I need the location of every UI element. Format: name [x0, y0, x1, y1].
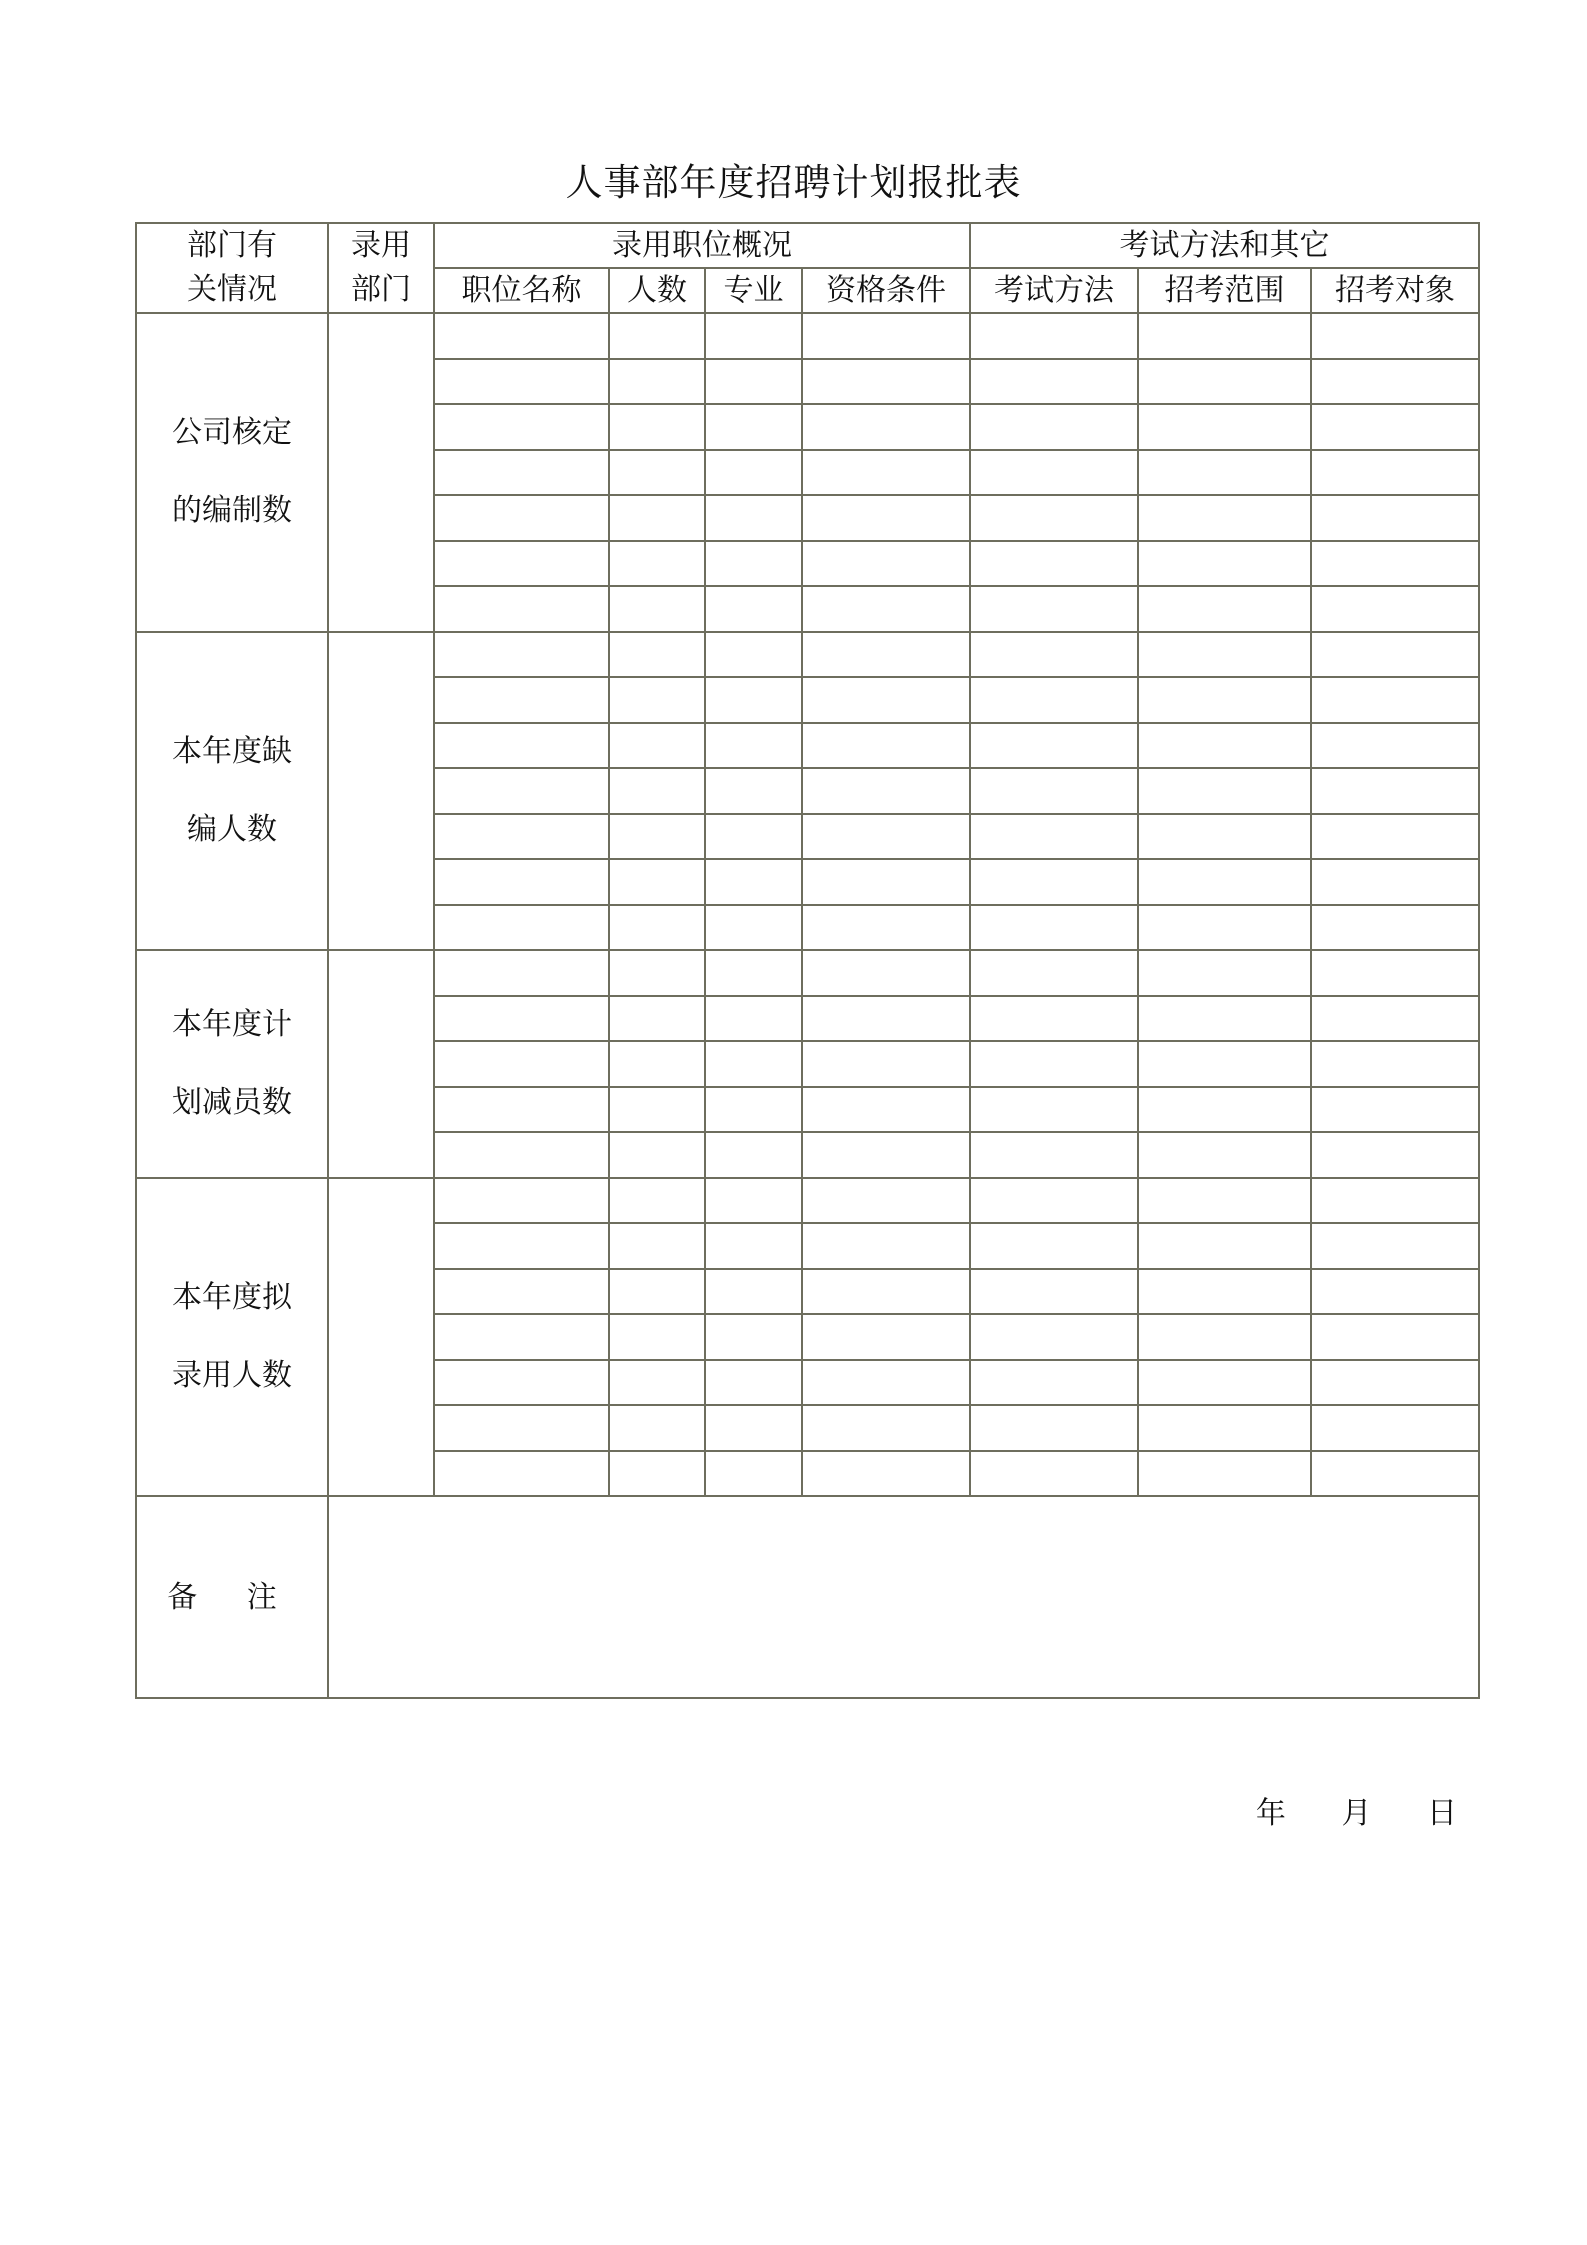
table-cell[interactable] — [434, 996, 609, 1042]
table-cell[interactable] — [1138, 996, 1311, 1042]
table-cell[interactable] — [970, 495, 1138, 541]
table-cell[interactable] — [434, 586, 609, 632]
header-dept-info-line1: 部门有 — [187, 228, 277, 263]
table-cell[interactable] — [970, 586, 1138, 632]
table-cell[interactable] — [705, 1451, 802, 1497]
table-cell[interactable] — [434, 1269, 609, 1315]
table-cell[interactable] — [802, 814, 970, 860]
section-label-line: 本年度计 — [172, 1006, 292, 1042]
section-label-line: 公司核定 — [172, 415, 292, 451]
table-cell[interactable] — [1138, 1178, 1311, 1224]
table-cell[interactable] — [434, 1314, 609, 1360]
section-label-line: 本年度缺 — [172, 733, 292, 769]
table-cell[interactable] — [1311, 996, 1479, 1042]
table-cell[interactable] — [1311, 905, 1479, 951]
table-cell[interactable] — [1311, 950, 1479, 996]
table-cell[interactable] — [609, 1314, 705, 1360]
table-cell[interactable] — [1138, 1360, 1311, 1406]
table-cell[interactable] — [802, 1451, 970, 1497]
section-label-line: 本年度拟 — [172, 1279, 292, 1315]
table-cell[interactable] — [802, 541, 970, 587]
table-cell[interactable] — [1311, 1087, 1479, 1133]
hiring-dept-cell[interactable] — [328, 950, 434, 1178]
table-cell[interactable] — [609, 1223, 705, 1269]
table-cell[interactable] — [705, 450, 802, 496]
table-cell[interactable] — [609, 632, 705, 678]
table-cell[interactable] — [609, 1269, 705, 1315]
table-cell[interactable] — [970, 950, 1138, 996]
table-cell[interactable] — [1311, 1314, 1479, 1360]
table-cell[interactable] — [609, 1132, 705, 1178]
table-row — [136, 313, 1479, 359]
table-cell[interactable] — [434, 1132, 609, 1178]
table-cell[interactable] — [1311, 359, 1479, 405]
table-cell[interactable] — [1138, 313, 1311, 359]
table-cell[interactable] — [705, 950, 802, 996]
table-cell[interactable] — [1138, 359, 1311, 405]
table-cell[interactable] — [705, 359, 802, 405]
header-exam-group: 考试方法和其它 — [970, 223, 1479, 268]
table-cell[interactable] — [1311, 586, 1479, 632]
table-cell[interactable] — [970, 1178, 1138, 1224]
table-cell[interactable] — [1138, 450, 1311, 496]
table-cell[interactable] — [705, 404, 802, 450]
table-cell[interactable] — [609, 1451, 705, 1497]
table-cell[interactable] — [970, 1405, 1138, 1451]
remarks-content-cell[interactable] — [328, 1496, 1479, 1698]
table-cell[interactable] — [970, 313, 1138, 359]
table-cell[interactable] — [705, 723, 802, 769]
table-cell[interactable] — [609, 1041, 705, 1087]
recruitment-plan-table — [135, 222, 1480, 1699]
table-cell[interactable] — [1138, 495, 1311, 541]
header-dept-info — [136, 223, 328, 313]
column-header-headcount: 人数 — [609, 268, 705, 313]
table-cell[interactable] — [1311, 723, 1479, 769]
table-cell[interactable] — [970, 1360, 1138, 1406]
table-cell[interactable] — [434, 1087, 609, 1133]
table-cell[interactable] — [434, 495, 609, 541]
table-cell[interactable] — [609, 677, 705, 723]
table-cell[interactable] — [1138, 814, 1311, 860]
remarks-label: 备 注 — [136, 1496, 328, 1698]
table-cell[interactable] — [609, 495, 705, 541]
table-cell[interactable] — [1138, 1451, 1311, 1497]
table-cell[interactable] — [434, 768, 609, 814]
section-label-line: 录用人数 — [172, 1357, 292, 1393]
table-cell[interactable] — [970, 632, 1138, 678]
table-cell[interactable] — [1311, 1405, 1479, 1451]
table-cell[interactable] — [434, 632, 609, 678]
table-cell[interactable] — [1138, 1405, 1311, 1451]
table-cell[interactable] — [434, 1405, 609, 1451]
table-cell[interactable] — [705, 996, 802, 1042]
table-cell[interactable] — [609, 1360, 705, 1406]
date-year-label: 年 — [1255, 1796, 1286, 1831]
table-cell[interactable] — [434, 1360, 609, 1406]
table-cell[interactable] — [1311, 1132, 1479, 1178]
table-cell[interactable] — [705, 313, 802, 359]
table-cell[interactable] — [434, 359, 609, 405]
table-cell[interactable] — [705, 1314, 802, 1360]
column-header-exam-method: 考试方法 — [970, 268, 1138, 313]
section-label-line: 划减员数 — [172, 1084, 292, 1120]
table-cell[interactable] — [705, 859, 802, 905]
table-cell[interactable] — [1138, 404, 1311, 450]
table-cell[interactable] — [1311, 1223, 1479, 1269]
table-cell[interactable] — [1311, 768, 1479, 814]
column-header-exam-target: 招考对象 — [1311, 268, 1479, 313]
header-position-overview: 录用职位概况 — [434, 223, 970, 268]
table-cell[interactable] — [609, 359, 705, 405]
table-cell[interactable] — [970, 1087, 1138, 1133]
table-cell[interactable] — [609, 996, 705, 1042]
hiring-dept-cell[interactable] — [328, 1178, 434, 1497]
table-cell[interactable] — [970, 1132, 1138, 1178]
table-cell[interactable] — [1138, 1314, 1311, 1360]
table-cell[interactable] — [970, 768, 1138, 814]
table-cell[interactable] — [434, 677, 609, 723]
table-cell[interactable] — [970, 1451, 1138, 1497]
column-header-position-name: 职位名称 — [434, 268, 609, 313]
table-cell[interactable] — [802, 1178, 970, 1224]
table-cell[interactable] — [705, 1405, 802, 1451]
table-cell[interactable] — [434, 541, 609, 587]
table-cell[interactable] — [705, 541, 802, 587]
table-cell[interactable] — [705, 677, 802, 723]
table-cell[interactable] — [1311, 1178, 1479, 1224]
table-cell[interactable] — [802, 1087, 970, 1133]
table-cell[interactable] — [434, 313, 609, 359]
table-cell[interactable] — [970, 905, 1138, 951]
hiring-dept-cell[interactable] — [328, 313, 434, 632]
table-cell[interactable] — [1138, 1132, 1311, 1178]
table-cell[interactable] — [705, 905, 802, 951]
table-cell[interactable] — [802, 404, 970, 450]
table-cell[interactable] — [1311, 450, 1479, 496]
table-cell[interactable] — [802, 1041, 970, 1087]
date-line — [1210, 1788, 1457, 1832]
section-label-line: 的编制数 — [172, 493, 292, 529]
table-row — [136, 1178, 1479, 1224]
table-cell[interactable] — [609, 586, 705, 632]
table-cell[interactable] — [802, 996, 970, 1042]
table-row — [136, 632, 1479, 678]
table-cell[interactable] — [970, 404, 1138, 450]
table-cell[interactable] — [802, 768, 970, 814]
header-hiring-dept-line2: 部门 — [351, 272, 411, 307]
table-cell[interactable] — [970, 677, 1138, 723]
table-cell[interactable] — [970, 450, 1138, 496]
table-cell[interactable] — [1138, 859, 1311, 905]
table-cell[interactable] — [970, 1269, 1138, 1315]
date-day-label: 日 — [1427, 1796, 1457, 1831]
section-label-line: 编人数 — [187, 811, 277, 847]
table-cell[interactable] — [1311, 1360, 1479, 1406]
table-cell[interactable] — [434, 859, 609, 905]
table-cell[interactable] — [802, 950, 970, 996]
table-cell[interactable] — [802, 905, 970, 951]
table-cell[interactable] — [1311, 814, 1479, 860]
column-header-qualifications: 资格条件 — [802, 268, 970, 313]
table-cell[interactable] — [1138, 768, 1311, 814]
hiring-dept-cell[interactable] — [328, 632, 434, 951]
table-cell[interactable] — [1311, 1041, 1479, 1087]
table-cell[interactable] — [1311, 404, 1479, 450]
table-cell[interactable] — [705, 586, 802, 632]
table-cell[interactable] — [802, 359, 970, 405]
table-cell[interactable] — [802, 586, 970, 632]
table-cell[interactable] — [802, 1132, 970, 1178]
table-cell[interactable] — [705, 768, 802, 814]
section-label-cell — [136, 313, 328, 632]
table-cell[interactable] — [609, 814, 705, 860]
table-cell[interactable] — [609, 1087, 705, 1133]
table-row — [136, 950, 1479, 996]
table-cell[interactable] — [609, 404, 705, 450]
table-cell[interactable] — [1311, 313, 1479, 359]
table-cell[interactable] — [1138, 905, 1311, 951]
table-cell[interactable] — [802, 1360, 970, 1406]
table-cell[interactable] — [1138, 723, 1311, 769]
table-cell[interactable] — [970, 1041, 1138, 1087]
table-cell[interactable] — [970, 1223, 1138, 1269]
section-label-cell — [136, 632, 328, 951]
table-cell[interactable] — [970, 996, 1138, 1042]
table-cell[interactable] — [609, 859, 705, 905]
table-cell[interactable] — [705, 1087, 802, 1133]
table-cell[interactable] — [802, 495, 970, 541]
table-cell[interactable] — [1311, 541, 1479, 587]
column-header-major: 专业 — [705, 268, 802, 313]
table-cell[interactable] — [434, 950, 609, 996]
table-cell[interactable] — [434, 723, 609, 769]
table-cell[interactable] — [609, 1178, 705, 1224]
table-cell[interactable] — [705, 1132, 802, 1178]
table-cell[interactable] — [1311, 677, 1479, 723]
table-cell[interactable] — [802, 723, 970, 769]
table-cell[interactable] — [802, 859, 970, 905]
table-cell[interactable] — [609, 450, 705, 496]
section-label-cell — [136, 1178, 328, 1497]
table-cell[interactable] — [802, 1314, 970, 1360]
table-cell[interactable] — [705, 1178, 802, 1224]
table-cell[interactable] — [970, 723, 1138, 769]
table-cell[interactable] — [434, 814, 609, 860]
table-cell[interactable] — [434, 404, 609, 450]
table-cell[interactable] — [970, 1314, 1138, 1360]
table-cell[interactable] — [609, 768, 705, 814]
section-label-cell — [136, 950, 328, 1178]
table-cell[interactable] — [1138, 1269, 1311, 1315]
table-cell[interactable] — [705, 1223, 802, 1269]
table-cell[interactable] — [705, 1269, 802, 1315]
column-header-exam-scope: 招考范围 — [1138, 268, 1311, 313]
table-cell[interactable] — [609, 723, 705, 769]
table-cell[interactable] — [802, 1223, 970, 1269]
table-cell[interactable] — [970, 859, 1138, 905]
table-cell[interactable] — [434, 905, 609, 951]
table-cell[interactable] — [970, 359, 1138, 405]
table-cell[interactable] — [434, 1041, 609, 1087]
table-cell[interactable] — [1138, 586, 1311, 632]
table-cell[interactable] — [705, 632, 802, 678]
table-cell[interactable] — [802, 450, 970, 496]
table-cell[interactable] — [970, 814, 1138, 860]
table-cell[interactable] — [1138, 950, 1311, 996]
table-cell[interactable] — [1138, 541, 1311, 587]
table-cell[interactable] — [1311, 859, 1479, 905]
table-cell[interactable] — [802, 632, 970, 678]
header-hiring-dept-line1: 录用 — [351, 228, 411, 263]
table-cell[interactable] — [609, 950, 705, 996]
table-cell[interactable] — [802, 1269, 970, 1315]
table-cell[interactable] — [970, 541, 1138, 587]
table-cell[interactable] — [802, 313, 970, 359]
table-cell[interactable] — [1311, 495, 1479, 541]
table-cell[interactable] — [1138, 632, 1311, 678]
table-cell[interactable] — [1311, 1269, 1479, 1315]
table-cell[interactable] — [609, 905, 705, 951]
table-cell[interactable] — [1138, 1041, 1311, 1087]
table-cell[interactable] — [609, 541, 705, 587]
table-cell[interactable] — [1138, 1087, 1311, 1133]
table-cell[interactable] — [1311, 632, 1479, 678]
table-cell[interactable] — [434, 1451, 609, 1497]
table-cell[interactable] — [609, 313, 705, 359]
table-cell[interactable] — [609, 1405, 705, 1451]
header-dept-info-line2: 关情况 — [187, 272, 277, 307]
table-cell[interactable] — [434, 1223, 609, 1269]
table-cell[interactable] — [1311, 1451, 1479, 1497]
table-cell[interactable] — [1138, 1223, 1311, 1269]
table-cell[interactable] — [705, 1360, 802, 1406]
table-cell[interactable] — [705, 495, 802, 541]
table-cell[interactable] — [1138, 677, 1311, 723]
header-hiring-dept — [328, 223, 434, 313]
table-cell[interactable] — [434, 450, 609, 496]
table-cell[interactable] — [802, 677, 970, 723]
date-month-label: 月 — [1341, 1796, 1372, 1831]
page-title: 人事部年度招聘计划报批表 — [565, 161, 1022, 204]
table-cell[interactable] — [434, 1178, 609, 1224]
remarks-row — [136, 1496, 1479, 1698]
table-cell[interactable] — [802, 1405, 970, 1451]
table-cell[interactable] — [705, 814, 802, 860]
table-cell[interactable] — [705, 1041, 802, 1087]
